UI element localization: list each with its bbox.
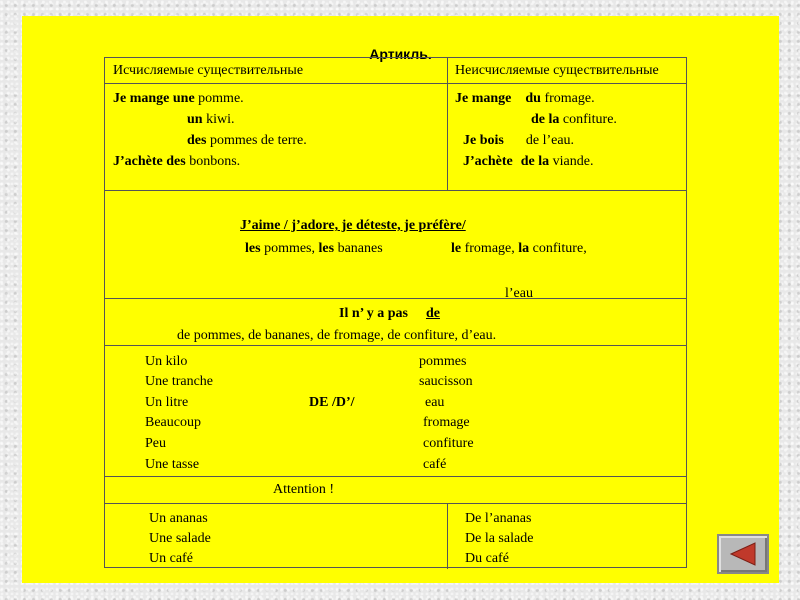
- negation-list: de pommes, de bananes, de fromage, de confiture, d’eau.: [177, 328, 497, 343]
- negation-phrase: Il n’ y a pas de: [339, 306, 440, 321]
- triangle-left-icon: [729, 542, 757, 566]
- divider: [105, 190, 686, 191]
- uncountable-line-2: de la confiture.: [531, 112, 617, 127]
- countable-line-3: des pommes de terre.: [187, 133, 307, 148]
- countable-line-4: J’achète des bonbons.: [113, 154, 241, 169]
- quantity-right-1: pommes: [419, 354, 467, 369]
- quantity-left-2: Une tranche: [145, 374, 214, 389]
- preference-uncountable: le fromage, la confiture,: [451, 241, 587, 256]
- example-right-1: De l’ananas: [465, 511, 532, 526]
- quantity-right-4: fromage: [423, 415, 470, 430]
- quantity-left-5: Peu: [145, 436, 166, 451]
- divider: [105, 298, 686, 299]
- preference-countable: les pommes, les bananes: [245, 241, 383, 256]
- quantity-connector: DE /D’/: [309, 395, 355, 410]
- quantity-left-3: Un litre: [145, 395, 189, 410]
- divider: [105, 503, 686, 504]
- divider: [105, 476, 686, 477]
- uncountable-line-3: Je bois de l’eau.: [463, 133, 575, 148]
- example-left-1: Un ananas: [149, 511, 208, 526]
- uncountable-line-4: J’achète de la viande.: [463, 154, 594, 169]
- quantity-right-5: confiture: [423, 436, 474, 451]
- divider: [447, 503, 448, 569]
- article-table: [104, 57, 687, 568]
- example-right-2: De la salade: [465, 531, 534, 546]
- example-right-3: Du café: [465, 551, 509, 566]
- quantity-left-4: Beaucoup: [145, 415, 201, 430]
- attention-label: Attention !: [273, 482, 335, 497]
- preference-verbs: J’aime / j’adore, je déteste, je préfère/: [240, 218, 466, 233]
- header-countable: Исчисляемые существительные: [113, 63, 304, 78]
- page-title: Артикль.: [369, 46, 432, 62]
- quantity-right-3: eau: [425, 395, 445, 410]
- divider: [105, 83, 686, 84]
- header-uncountable: Неисчисляемые существительные: [455, 63, 659, 78]
- uncountable-line-1: Je mange du fromage.: [455, 91, 595, 106]
- quantity-right-2: saucisson: [419, 374, 473, 389]
- preference-water: l’eau: [505, 286, 533, 301]
- divider: [105, 345, 686, 346]
- example-left-2: Une salade: [149, 531, 211, 546]
- quantity-right-6: café: [423, 457, 447, 472]
- countable-line-1: Je mange une pomme.: [113, 91, 244, 106]
- quantity-left-6: Une tasse: [145, 457, 200, 472]
- back-button[interactable]: [717, 534, 769, 574]
- example-left-3: Un café: [149, 551, 193, 566]
- countable-line-2: un kiwi.: [187, 112, 235, 127]
- divider: [447, 58, 448, 190]
- quantity-left-1: Un kilo: [145, 354, 188, 369]
